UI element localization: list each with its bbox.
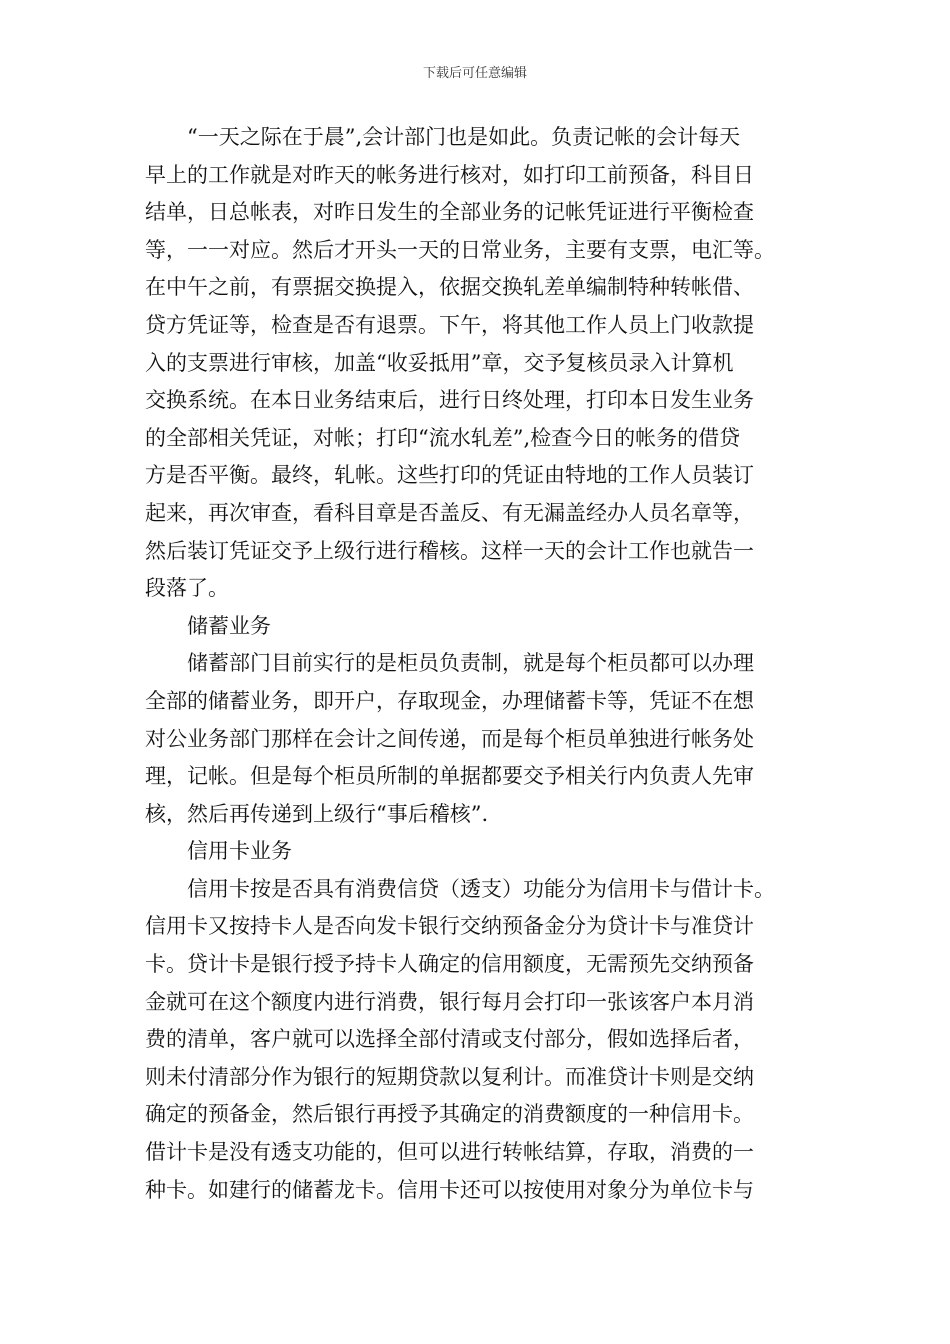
text-line: 入的支票进行审核，加盖“收妥抵用”章，交予复核员录入计算机 (145, 350, 734, 375)
text-line: 然后装订凭证交予上级行进行稽核。这样一天的会计工作也就告一 (145, 538, 754, 563)
text-line: “一天之际在于晨”,会计部门也是如此。负责记帐的会计每天 (187, 125, 741, 149)
document-body (145, 119, 825, 1209)
text-line: 借计卡是没有透支功能的，但可以进行转帐结算，存取，消费的一 (145, 1140, 754, 1165)
text-line: 金就可在这个额度内进行消费，银行每月会打印一张该客户本月消 (145, 989, 754, 1014)
text-line: 信用卡又按持卡人是否向发卡银行交纳预备金分为贷计卡与准贷计 (145, 914, 754, 939)
page-header: 下载后可任意编辑 (422, 66, 527, 81)
text-line: 信用卡业务 (187, 839, 292, 864)
text-line: 确定的预备金，然后银行再授予其确定的消费额度的一种信用卡。 (145, 1102, 754, 1127)
text-line: 贷方凭证等，检查是否有退票。下午，将其他工作人员上门收款提 (145, 312, 754, 337)
text-line: 信用卡按是否具有消费信贷（透支）功能分为信用卡与借计卡。 (187, 876, 775, 901)
text-line: 理，记帐。但是每个柜员所制的单据都要交予相关行内负责人先审 (145, 764, 754, 789)
text-line: 方是否平衡。最终，轧帐。这些打印的凭证由特地的工作人员装订 (145, 463, 754, 488)
text-line: 的全部相关凭证，对帐；打印“流水轧差”,检查今日的帐务的借贷 (145, 425, 741, 450)
text-line: 早上的工作就是对昨天的帐务进行核对，如打印工前预备，科目日 (145, 162, 754, 187)
text-line: 核，然后再传递到上级行“事后稽核”. (145, 801, 489, 826)
text-line: 则未付清部分作为银行的短期贷款以复利计。而准贷计卡则是交纳 (145, 1064, 754, 1089)
text-line: 等，一一对应。然后才开头一天的日常业务，主要有支票，电汇等。 (145, 237, 775, 262)
text-line: 在中午之前，有票据交换提入，依据交换轧差单编制特种转帐借、 (145, 275, 754, 300)
text-line: 储蓄业务 (187, 613, 271, 638)
text-line: 对公业务部门那样在会计之间传递，而是每个柜员单独进行帐务处 (145, 726, 754, 751)
text-line: 起来，再次审查，看科目章是否盖反、有无漏盖经办人员名章等， (145, 500, 754, 525)
text-line: 种卡。如建行的储蓄龙卡。信用卡还可以按使用对象分为单位卡与 (145, 1177, 754, 1202)
text-line: 全部的储蓄业务，即开户，存取现金，办理储蓄卡等，凭证不在想 (145, 688, 754, 713)
text-line: 结单，日总帐表，对昨日发生的全部业务的记帐凭证进行平衡检查 (145, 200, 754, 225)
text-line: 费的清单，客户就可以选择全部付清或支付部分，假如选择后者， (145, 1027, 754, 1052)
text-line: 交换系统。在本日业务结束后，进行日终处理，打印本日发生业务 (145, 388, 754, 413)
text-line: 储蓄部门目前实行的是柜员负责制，就是每个柜员都可以办理 (187, 651, 754, 676)
text-line: 段落了。 (145, 576, 229, 601)
text-line: 卡。贷计卡是银行授予持卡人确定的信用额度，无需预先交纳预备 (145, 952, 754, 977)
